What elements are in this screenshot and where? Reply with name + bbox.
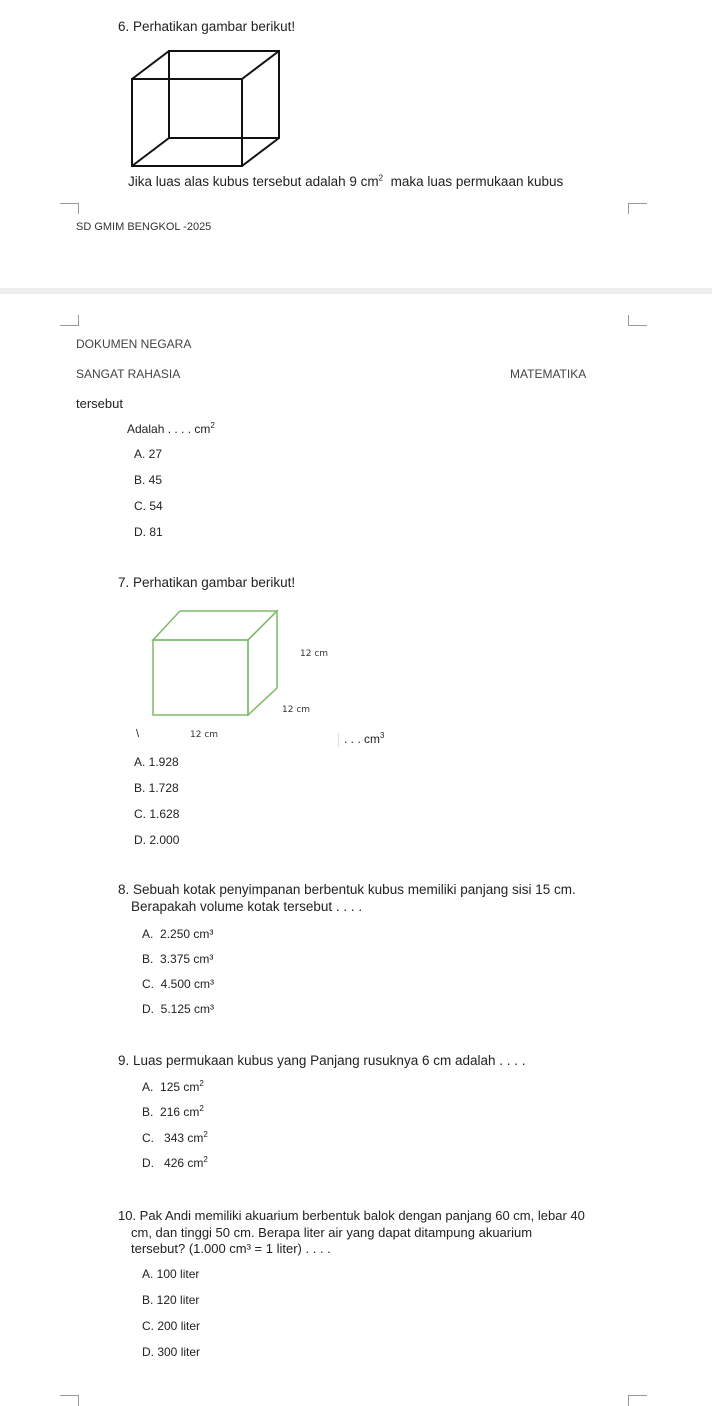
q7-label-height: 12 cm [300,649,329,659]
q10-option-b: B. 120 liter [142,1293,200,1307]
q9-heading: 9. Luas permukaan kubus yang Panjang rusuknya 6 cm adalah . . . . [118,1053,526,1068]
q6-option-b: B. 45 [134,473,163,487]
q6-unit: cm [360,174,379,189]
q7-option-a: A. 1.928 [134,755,179,769]
page-corner-mark [628,1395,647,1406]
text-cursor-artifact [338,733,339,747]
q9-option-b: B. 216 $cm^2$ [142,1104,204,1119]
q8-option-a: A. 2.250 cm³ [142,927,214,941]
q8-option-d: D. 5.125 cm³ [142,1002,215,1016]
q10-line3: tersebut? (1.000 cm³ = 1 liter) . . . . [131,1241,331,1256]
q7-heading: 7. Perhatikan gambar berikut! [118,575,296,590]
page-corner-mark [628,203,647,214]
cube-wireframe-figure [128,48,284,170]
cube-12cm-figure [150,608,350,743]
page-corner-mark [60,1395,79,1406]
q8-option-c: C. 4.500 cm³ [142,977,215,991]
q8-line1: 8. Sebuah kotak penyimpanan berbentuk kubus memiliki panjang sisi 15 cm. [118,882,576,897]
header-subject: MATEMATIKA [510,367,587,381]
q8-option-b: B. 3.375 cm³ [142,952,214,966]
q6-option-c: C. 54 [134,499,163,513]
q7-option-b: B. 1.728 [134,781,179,795]
q10-option-d: D. 300 liter [142,1345,201,1359]
q10-line2: cm, dan tinggi 50 cm. Berapa liter air yang dapat ditampung akuarium [131,1225,533,1240]
q6-unit-exp: 2 [378,173,384,183]
q10-option-a: A. 100 liter [142,1267,200,1281]
q6-heading: 6. Perhatikan gambar berikut! [118,19,296,34]
q6-adalah: Adalah . . . . $cm^2$ [127,421,215,436]
q9-option-c: C. 343 $cm^2$ [142,1130,208,1145]
q7-label-width: 12 cm [190,730,219,740]
q7-option-d: D. 2.000 [134,833,180,847]
header-dokumen-negara: DOKUMEN NEGARA [76,337,192,351]
q6-text [128,174,563,189]
q7-label-depth: 12 cm [282,705,311,715]
q7-blank: . . . $cm^3$ [344,731,385,746]
q7-stray-backslash: \ [136,728,140,740]
q9-option-a: A. 125 $cm^2$ [142,1079,204,1094]
header-sangat-rahasia: SANGAT RAHASIA [76,367,181,381]
q8-line2: Berapakah volume kotak tersebut . . . . [131,899,363,914]
q6-text-a: Jika luas alas kubus tersebut adalah 9 [128,174,357,189]
q10-line1: 10. Pak Andi memiliki akuarium berbentuk balok dengan panjang 60 cm, lebar 40 [118,1208,585,1223]
q6-continued: tersebut [76,396,123,411]
page-footer: SD GMIM BENGKOL -2025 [76,221,212,233]
page-corner-mark [60,315,79,326]
page-corner-mark [60,203,79,214]
q7-option-c: C. 1.628 [134,807,180,821]
page-separator [0,288,712,294]
q6-text-b: maka luas permukaan kubus [390,174,564,189]
q9-option-d: D. 426 $cm^2$ [142,1155,208,1170]
q6-option-a: A. 27 [134,447,163,461]
q6-option-d: D. 81 [134,525,163,539]
page-corner-mark [628,315,647,326]
q10-option-c: C. 200 liter [142,1319,201,1333]
